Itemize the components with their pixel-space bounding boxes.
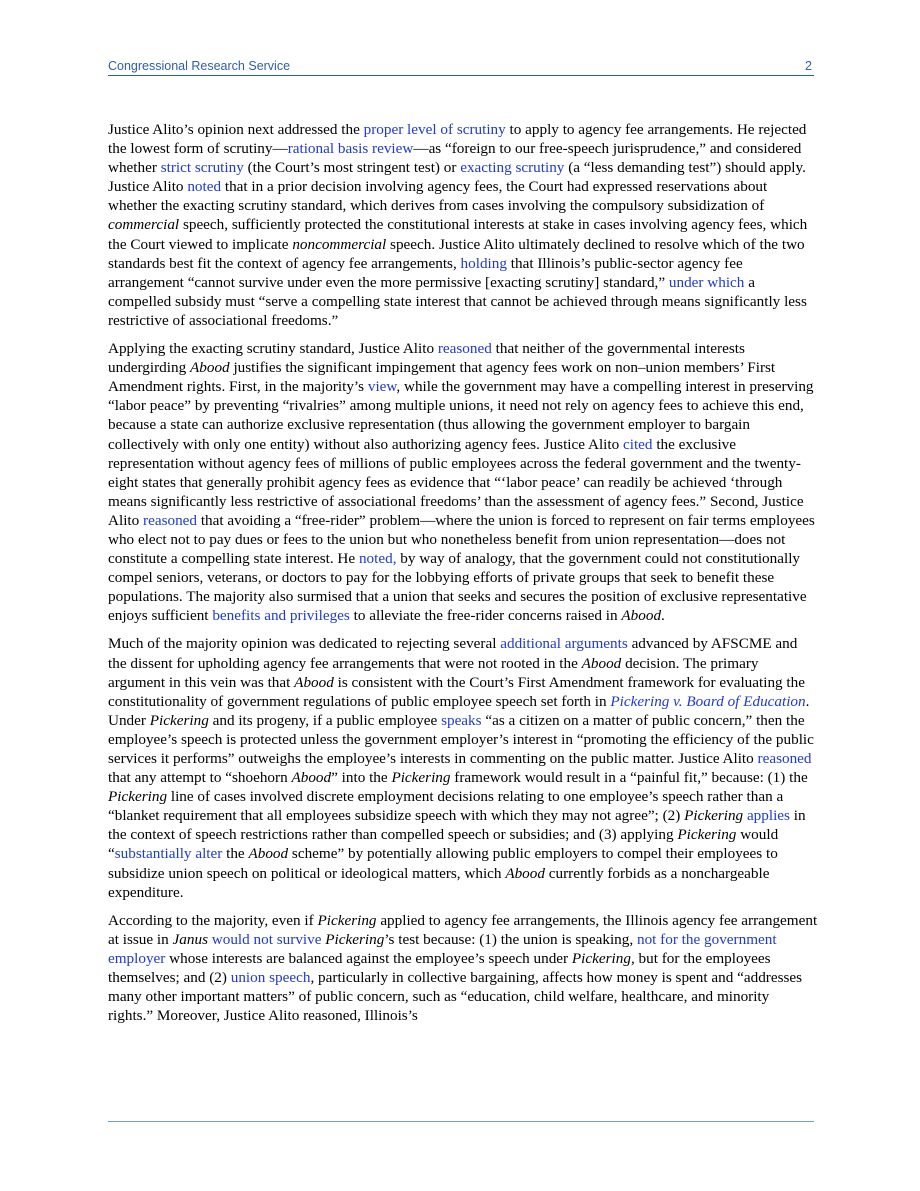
text-run: would “ (108, 826, 779, 863)
italic-text: Pickering (325, 930, 385, 948)
italic-text: Pickering (677, 826, 737, 844)
inline-link[interactable]: Pickering v. Board of Education (610, 692, 806, 710)
inline-link[interactable]: union speech (230, 969, 311, 987)
paragraph-scrutiny (108, 120, 818, 330)
text-run: advanced by AFSCME and the dissent for upholding agency fee arrangements that were not rooted in the (108, 635, 798, 672)
italic-text: Pickering (317, 911, 377, 929)
text-run: . (661, 607, 665, 625)
page-header (108, 56, 814, 76)
italic-text: Pickering (571, 949, 631, 967)
italic-text: Abood (581, 654, 622, 672)
text-run: . Under (108, 692, 810, 729)
italic-text: noncommercial (292, 235, 387, 253)
text-run: by way of analogy, that the government could not constitutionally compel seniors, veterans, or doctors to pay for the lobbying efforts of private groups that seek to benefit these populations. The majority also surmised that a union that seeks and secures the position of exclusive representative enjoys sufficient (108, 550, 807, 625)
italic-text: Pickering (108, 788, 168, 806)
paragraph-pickering (108, 634, 818, 901)
text-run: in the context of speech restrictions rather than compelled speech or subsidies; and (3) applying (108, 807, 806, 844)
text-run: that avoiding a “free-rider” problem—where the union is forced to represent on fair terms employees who elect not to pay dues or fees to the union but who nonetheless benefit from union representation—does not constitute a compelling state interest. He (108, 511, 815, 568)
italic-text: Janus (172, 930, 208, 948)
inline-link[interactable]: reasoned (437, 340, 492, 358)
text-run: that in a prior decision involving agency fees, the Court had expressed reservations about whether the exacting scrutiny standard, which derives from cases involving the compulsory subsidization of (108, 178, 768, 215)
text-run: the (222, 845, 249, 863)
italic-text: Abood (189, 359, 230, 377)
inline-link[interactable]: strict scrutiny (160, 159, 244, 177)
inline-link[interactable]: would not survive (211, 930, 322, 948)
text-run: Applying the exacting scrutiny standard, Justice Alito (108, 340, 438, 358)
text-run: the exclusive representation without agency fees of millions of public employees across the federal government and the twenty-eight states that generally prohibit agency fees as evidence that “‘labor peace’ can readily be achieved ‘through means significantly less restrictive of associational freedoms’ than the assessment of agency fees.” Second, Justice Alito (108, 435, 804, 529)
text-run: to apply to agency fee arrangements. He rejected the lowest form of scrutiny— (108, 121, 807, 158)
inline-link[interactable]: rational basis review (287, 140, 414, 158)
inline-link[interactable]: substantially alter (114, 845, 223, 863)
text-run: —as “foreign to our free-speech jurisprudence,” and considered whether (108, 140, 802, 177)
inline-link[interactable]: view (367, 378, 397, 396)
inline-link[interactable]: noted (187, 178, 222, 196)
italic-text: Abood (248, 845, 289, 863)
inline-link[interactable]: reasoned (143, 511, 198, 529)
inline-link[interactable]: benefits and privileges (212, 607, 350, 625)
text-run: applied to agency fee arrangements, the Illinois agency fee arrangement at issue in (108, 911, 818, 948)
text-run: , particularly in collective bargaining, affects how money is spent and “addresses many other important matters” of public concern, such as “education, child welfare, healthcare, and minority rights.” Moreover, Justice Alito reasoned, Illinois’s (108, 969, 803, 1025)
inline-link[interactable]: under which (668, 273, 745, 291)
italic-text: Abood (621, 607, 662, 625)
text-run: that any attempt to “shoehorn (108, 769, 292, 787)
inline-link[interactable]: speaks (441, 711, 482, 729)
text-run: speech, sufficiently protected the constitutional interests at stake in cases involving agency fees, which the Court viewed to implicate (108, 216, 808, 253)
text-run: framework would result in a “painful fit,” because: (1) the (450, 769, 808, 787)
italic-text: Abood (294, 673, 334, 691)
text-run: is consistent with the Court’s First Amendment framework for evaluating the constitutionality of government regulations of public employee speech set forth in (108, 673, 805, 710)
text-run: decision. The primary argument in this vein was that (108, 654, 759, 691)
text-run: ” into the (331, 769, 392, 787)
inline-link[interactable]: not for the government employer (108, 930, 777, 967)
inline-link[interactable]: additional arguments (500, 635, 628, 653)
text-run: justifies the significant impingement that agency fees work on non–union members’ First Amendment rights. First, in the majority’s (108, 359, 776, 396)
paragraph-exacting-scrutiny (108, 339, 818, 625)
text-run: a compelled subsidy must “serve a compelling state interest that cannot be achieved through means significantly less restrictive of associational freedoms.” (108, 273, 807, 329)
text-run: Justice Alito’s opinion next addressed the (108, 121, 364, 138)
inline-link[interactable]: holding (460, 254, 507, 272)
inline-link[interactable]: applies (746, 807, 790, 825)
text-run: that Illinois’s public-sector agency fee arrangement “cannot survive under even the more permissive [exacting scrutiny] standard,” (108, 254, 743, 291)
text-run: speech. Justice Alito ultimately declined to resolve which of the two standards best fit the context of agency fee arrangements, (108, 235, 805, 272)
italic-text: Pickering (391, 769, 451, 787)
inline-link[interactable]: proper level of scrutiny (363, 121, 506, 138)
text-run: ’s test because: (1) the union is speaking, (384, 930, 637, 948)
text-run: currently forbids as a nonchargeable expenditure. (108, 864, 770, 901)
inline-link[interactable]: noted, (358, 550, 397, 568)
italic-text: Abood (505, 864, 545, 882)
italic-text: commercial (108, 216, 180, 234)
italic-text: Pickering (149, 711, 209, 729)
text-run: line of cases involved discrete employment decisions relating to one employee’s speech rather than a “blanket requirement that all employees subsidize speech with which they may not agree”; (2) (108, 788, 784, 825)
inline-link[interactable]: reasoned (757, 750, 812, 767)
footer-rule (108, 1121, 814, 1122)
italic-text: Abood (291, 769, 332, 787)
paragraph-pickering-test (108, 911, 818, 1026)
text-run: and its progeny, if a public employee (208, 711, 442, 729)
header-organization: Congressional Research Service (108, 59, 291, 73)
text-run: Much of the majority opinion was dedicated to rejecting several (108, 635, 501, 653)
text-run: to alleviate the free-rider concerns raised in (349, 607, 622, 625)
page-number: 2 (805, 59, 812, 73)
document-body (108, 120, 818, 1034)
text-run: scheme” by potentially allowing public employers to compel their employees to subsidize union speech on political or ideological matters, which (108, 845, 778, 882)
text-run: “as a citizen on a matter of public concern,” then the employee’s speech is protected unless the government employer’s interest in “promoting the efficiency of the public services it performs” outweighs the employee’s interests in commenting on the public matter. Justice Alito (108, 711, 814, 767)
text-run: that neither of the governmental interests undergirding (108, 340, 745, 377)
text-run: , while the government may have a compelling interest in preserving “labor peace” by preventing “rivalries” among multiple unions, it need not rely on agency fees to achieve this end, because a state can authorize exclusive representation (thus allowing the government employer to bargain collectively with only one entity) without also authorizing agency fees. Justice Alito (108, 378, 814, 453)
inline-link[interactable]: exacting scrutiny (460, 159, 565, 177)
text-run: (a “less demanding test”) should apply. Justice Alito (108, 159, 806, 196)
inline-link[interactable]: cited (623, 435, 653, 453)
text-run: , but for the employees themselves; and (2) (108, 949, 771, 987)
italic-text: Pickering (684, 807, 744, 825)
text-run: whose interests are balanced against the employee’s speech under (165, 949, 572, 967)
text-run: (the Court’s most stringent test) or (243, 159, 461, 177)
text-run: According to the majority, even if (108, 911, 318, 929)
